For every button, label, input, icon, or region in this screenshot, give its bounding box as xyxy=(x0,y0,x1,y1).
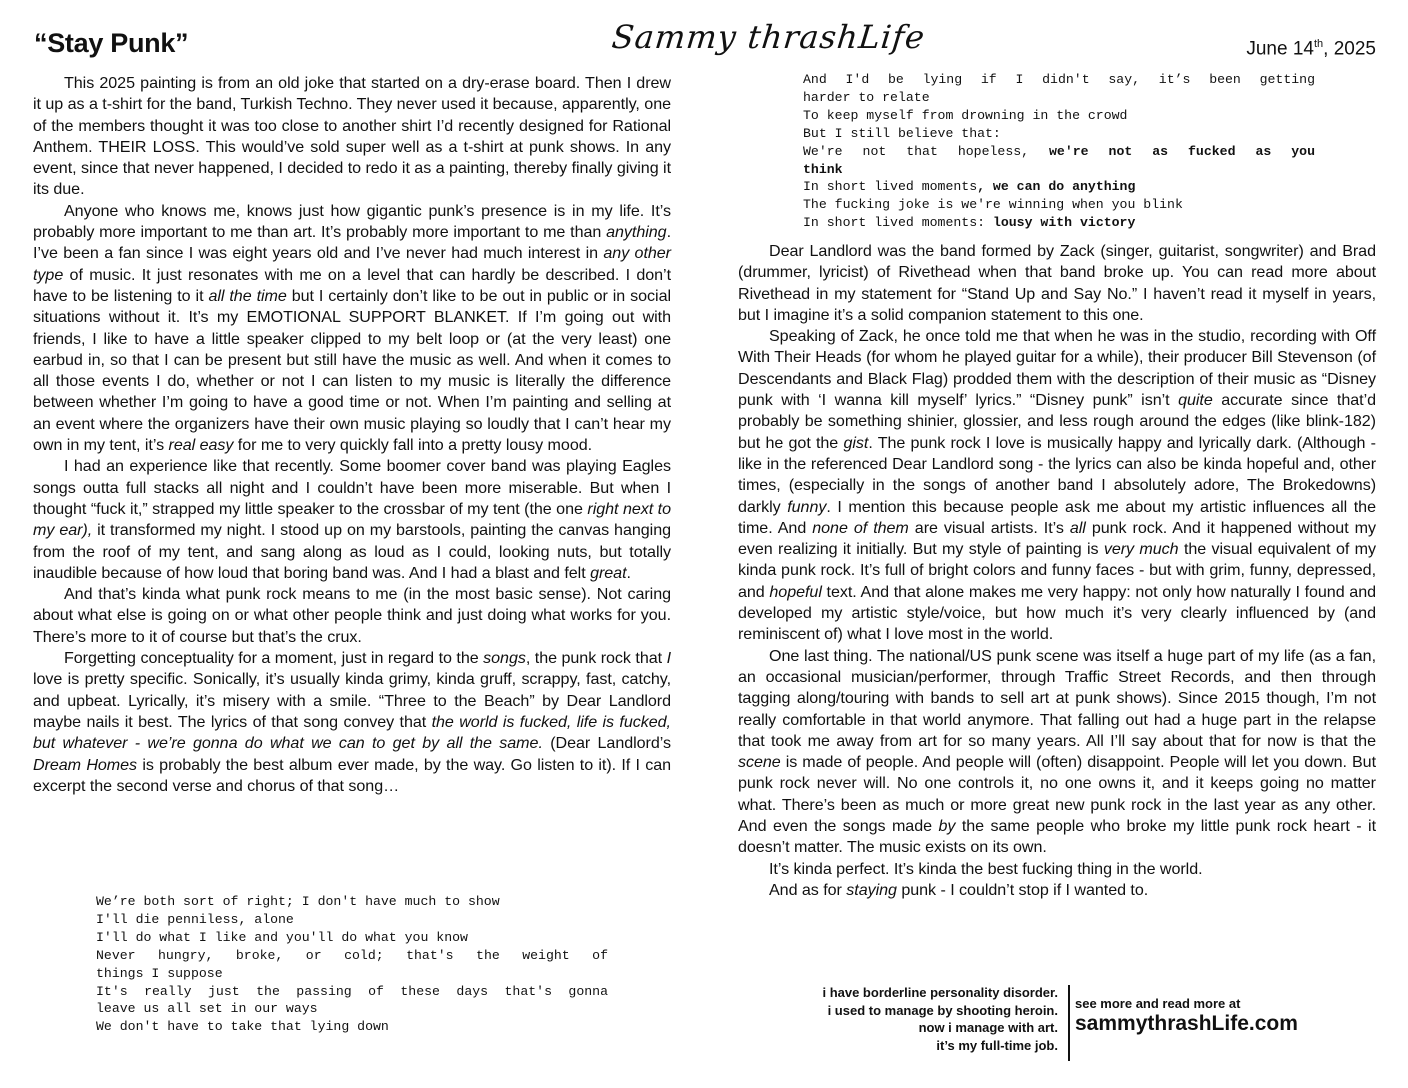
footer-line: i used to manage by shooting heroin. xyxy=(827,1002,1058,1018)
footer-disclaimer xyxy=(760,984,1058,1054)
emphasis-text: hopeful xyxy=(769,582,822,601)
footer-line: i have borderline personality disorder. xyxy=(822,985,1058,1000)
emphasis-text: Dream Homes xyxy=(33,755,138,774)
emphasis-text: gist xyxy=(843,433,869,452)
lyric-line: We’re both sort of right; I don't have much to show xyxy=(96,894,500,909)
right-column xyxy=(738,241,1376,901)
footer-line: it’s my full-time job. xyxy=(936,1037,1058,1053)
body-paragraph: And as for staying punk - I couldn’t stop if I wanted to. xyxy=(769,880,1149,899)
lyric-line: To keep myself from drowning in the crowd xyxy=(803,107,1128,123)
lyric-line: We're not that hopeless, we're not as fucked as you xyxy=(803,143,1315,159)
lyric-line: leave us all set in our ways xyxy=(96,1001,318,1017)
emphasis-text: very much xyxy=(1103,540,1179,559)
body-paragraph: Forgetting conceptuality for a moment, just in regard to the songs, the punk rock that I love is pretty specific. Sonically, it’s usually kinda grimy, kinda gruff, scrappy, fast, catchy, and upbeat. Lyrically, it’s misery with a smile. “Three to the Beach” by Dear Landlord maybe nails it best. The lyrics of that song convey that the world is fucked, life is fucked, but whatever - we’re gonna do what we can to get by all the same. (Dear Landlord’s Dream Homes is probably the best album ever made, by the way. Go listen to it). If I can excerpt the second verse and chorus of that song… xyxy=(33,649,672,795)
date xyxy=(1246,38,1376,60)
lyric-line: things I suppose xyxy=(96,965,223,981)
lyrics-block-verse xyxy=(96,893,608,1036)
website-link[interactable]: sammythrashLife.com xyxy=(1075,1012,1298,1035)
lyric-line: harder to relate xyxy=(803,89,930,105)
left-column xyxy=(33,73,671,797)
emphasis-text: right next to my ear), xyxy=(33,499,671,540)
lyric-line: The fucking joke is we're winning when you blink xyxy=(803,197,1183,213)
footer-divider xyxy=(1068,985,1070,1061)
emphasis-text: I xyxy=(666,649,671,668)
emphasis-text: quite xyxy=(1178,391,1213,410)
lyric-line: In short lived moments: lousy with victory xyxy=(803,215,1136,231)
body-paragraph: And that’s kinda what punk rock means to me (in the most basic sense). Not caring about what else is going on or what other people think and just doing what works for you. There’s more to it of course but that’s the crux. xyxy=(33,585,671,646)
lyric-bold-text: think xyxy=(803,161,843,177)
lyric-line: In short lived moments, we can do anything xyxy=(803,179,1136,195)
lyric-line xyxy=(803,161,1315,179)
footer-line: now i manage with art. xyxy=(918,1020,1058,1035)
emphasis-text: songs xyxy=(483,649,526,668)
body-paragraph: One last thing. The national/US punk scene was itself a huge part of my life (as a fan, an occasional musician/performer, through Traffic Street Records, and then through tagging along/touring with bands to sell art at punk shows). Since 2015 though, I’m not really comfortable in that world anymore. That falling out had a huge part in the relapse that took me away from art for so many years. All I’ll say about that for now is that the scene is made of people. And people will (often) disappoint. People will let you down. But punk rock never will. No one controls it, no one owns it, and it keeps going no matter what. There’s been as much or more great new punk rock in the last year as any other. And even the songs made by the same people who broke my little punk rock heart - it doesn’t matter. The music exists on its own. xyxy=(738,646,1376,857)
emphasis-text: anything xyxy=(606,223,667,242)
lyric-bold-text: , we can do anything xyxy=(977,179,1136,195)
artist-signature-logo: Sammy thrashLife xyxy=(610,18,928,56)
emphasis-text: great xyxy=(590,563,627,582)
body-paragraph: Dear Landlord was the band formed by Zack (singer, guitarist, songwriter) and Brad (drummer, lyricist) of Rivethead when that band broke up. You can read more about Rivethead in my statement for “Stand Up and Say No.” I haven’t read it myself in years, but I imagine it’s a solid companion statement to this one. xyxy=(738,242,1376,324)
lyric-line: Never hungry, broke, or cold; that's the weight of xyxy=(96,947,608,963)
emphasis-text: real easy xyxy=(168,436,234,455)
lyric-line: We don't have to take that lying down xyxy=(96,1019,389,1035)
emphasis-text: the world is fucked, life is fucked, but whatever - we’re gonna do what we can to get by all the same. xyxy=(33,712,671,753)
lyric-bold-text: lousy with victory xyxy=(992,215,1136,231)
lyric-line: And I'd be lying if I didn't say, it’s been getting xyxy=(803,72,1315,87)
page-title: “Stay Punk” xyxy=(34,28,189,58)
emphasis-text: all the time xyxy=(208,286,287,305)
lyric-line: I'll do what I like and you'll do what you know xyxy=(96,929,468,945)
emphasis-text: none of them xyxy=(812,518,909,537)
body-paragraph: I had an experience like that recently. Some boomer cover band was playing Eagles songs outta full stacks all night and I couldn’t have been more miserable. But when I thought “fuck it,” strapped my little speaker to the crossbar of my tent (the one right next to my ear), it transformed my night. I stood up on my barstools, painting the canvas hanging from the roof of my tent, and sang along as loud as I could, looking nuts, but totally inaudible because of how loud that boring band was. And I had a blast and felt great. xyxy=(33,457,671,582)
emphasis-text: staying xyxy=(846,880,897,899)
body-paragraph: This 2025 painting is from an old joke that started on a dry-erase board. Then I drew it up as a t-shirt for the band, Turkish Techno. They never used it because, apparently, one of the members thought it was too close to another shirt I’d recently designed for Rational Anthem. THEIR LOSS. This would’ve sold super well as a t-shirt at punk shows. In any event, since that never happened, I decided to redo it as a painting, thereby finally giving it its due. xyxy=(33,74,671,199)
footer-website-block xyxy=(1075,996,1298,1036)
emphasis-text: funny xyxy=(787,497,827,516)
emphasis-text: all xyxy=(1069,518,1086,537)
see-more-text: see more and read more at xyxy=(1075,996,1241,1011)
lyric-line: But I still believe that: xyxy=(803,125,1001,141)
body-paragraph: It’s kinda perfect. It’s kinda the best fucking thing in the world. xyxy=(769,859,1203,878)
body-paragraph: Speaking of Zack, he once told me that when he was in the studio, recording with Off With Their Heads (for whom he played guitar for a while), their producer Bill Stevenson (of Descendants and Black Flag) prodded them with the description of their music as “Disney punk with ‘I wanna kill myself’ lyrics.” “Disney punk” isn’t quite accurate since that’d probably be something shinier, glossier, and less rough around the edges (like blink-182) but he got the gist. The punk rock I love is musically happy and lyrically dark. (Although - like in the referenced Dear Landlord song - the lyrics can also be kinda hopeful and, other times, (especially in the songs of another band I absolutely adore, The Brokedowns) darkly funny. I mention this because people ask me about my artistic influences all the time. And none of them are visual artists. It’s all punk rock. And it happened without my even realizing it initially. But my style of painting is very much the visual equivalent of my kinda punk rock. It’s full of bright colors and funny faces - but with grim, funny, depressed, and hopeful text. And that alone makes me very happy: not only how naturally I found and developed my artistic style/voice, but how much it’s very clearly influenced by (and reminiscent of) what I love most in the world. xyxy=(738,327,1377,644)
date-day: June 14 xyxy=(1246,38,1314,60)
emphasis-text: by xyxy=(938,817,956,836)
lyric-bold-text: we're not as fucked as you xyxy=(1049,143,1315,159)
date-ordinal: th xyxy=(1313,38,1324,50)
lyric-line: It's really just the passing of these days that's gonna xyxy=(96,983,608,999)
date-year: , 2025 xyxy=(1323,38,1376,60)
body-paragraph: Anyone who knows me, knows just how gigantic punk’s presence is in my life. It’s probably more important to me than art. It’s probably more important to me than anything. I’ve been a fan since I was eight years old and I’ve never had much interest in any other type of music. It just resonates with me on a level that can hardly be described. I don’t have to be listening to it all the time but I certainly don’t like to be out in public or in social situations without it. It’s my EMOTIONAL SUPPORT BLANKET. If I’m going out with friends, I like to have a little speaker clipped to my belt loop or (at the very least) one earbud in, so that I can be present but still have the music as well. And when it comes to all those events I do, whether or not I can listen to my music is literally the difference between whether I’m going to have a good time or not. When I’m painting and selling at an event where the organizers have their own music playing so loudly that I can’t hear my own in my tent, it’s real easy for me to very quickly fall into a pretty lousy mood. xyxy=(33,201,672,455)
emphasis-text: scene xyxy=(738,753,781,772)
lyric-line: I'll die penniless, alone xyxy=(96,911,294,927)
emphasis-text: any other type xyxy=(33,244,671,284)
lyrics-block-chorus xyxy=(803,71,1315,232)
